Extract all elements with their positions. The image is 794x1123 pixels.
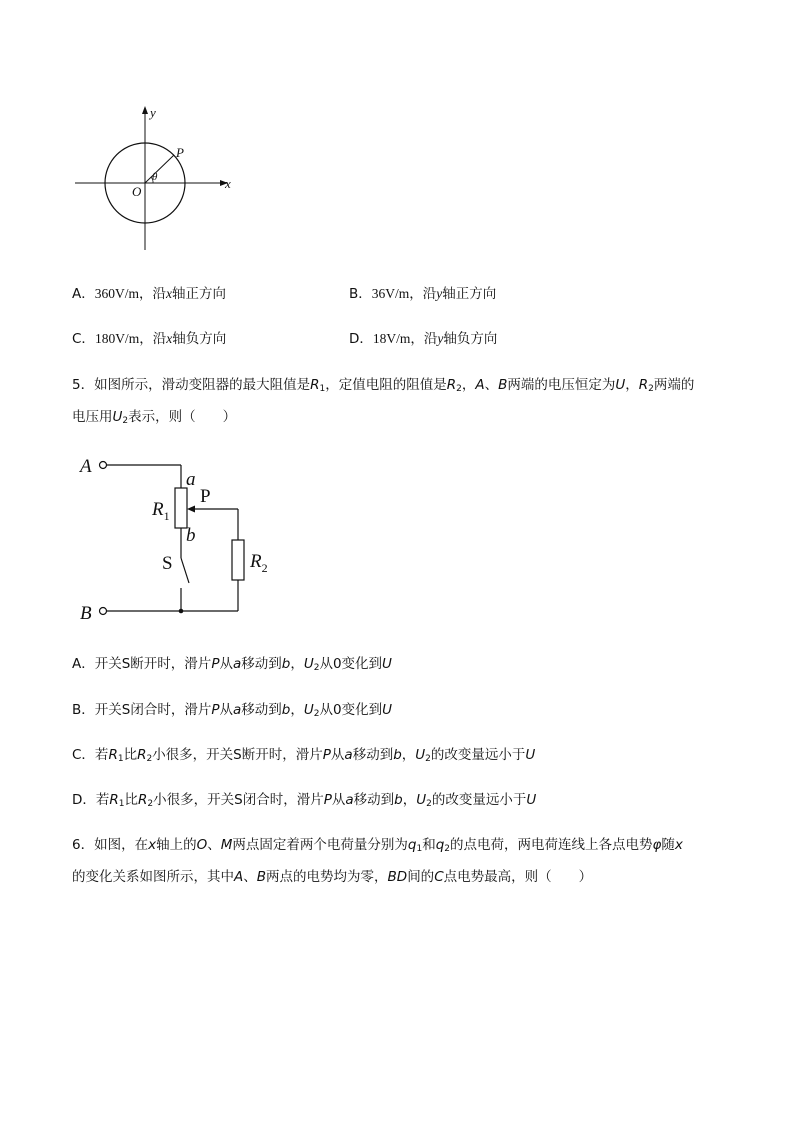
q5-option-d: D．若$R_1$比$R_2$小很多，开关S闭合时，滑片P从a移动到b，$U_2$的改变量远小于U [72, 792, 537, 809]
label-r2: $R_2$ [250, 551, 268, 575]
label-theta: θ [152, 171, 158, 183]
radius-op [145, 155, 174, 183]
label-b: b [186, 525, 196, 546]
label-O: O [132, 184, 142, 199]
q5-stem-line1: 5．如图所示，滑动变阻器的最大阻值是$R_1$，定值电阻的阻值是$R_2$，A、B两端的电压恒定为U，$R_2$两端的 [72, 377, 695, 394]
q5-option-a: A．开关S断开时，滑片P从a移动到b，$U_2$从0变化到U [72, 656, 392, 673]
resistor-r2 [232, 540, 244, 580]
label-terminal-b: B [80, 603, 92, 624]
y-axis-arrow [142, 106, 148, 114]
q6-stem-line1: 6．如图，在x轴上的O、M两点固定着两个电荷量分别为$q_1$和$q_2$的点电荷，两电荷连线上各点电势φ随x [72, 837, 683, 854]
label-x: x [225, 176, 231, 191]
q4-option-a: A．360V/m，沿x轴正方向 [72, 286, 227, 302]
label-p: P [200, 486, 211, 507]
label-r1: $R_1$ [152, 499, 170, 523]
terminal-a [100, 462, 107, 469]
q5-option-b: B．开关S闭合时，滑片P从a移动到b，$U_2$从0变化到U [72, 702, 392, 719]
q6-stem-line2: 的变化关系如图所示，其中A、B两点的电势均为零，BD间的C点电势最高，则（ ） [72, 869, 593, 885]
q5-stem-line2: 电压用$U_2$表示，则（ ） [72, 409, 237, 426]
label-P: P [176, 145, 184, 160]
q4-option-d: D．18V/m，沿y轴负方向 [349, 331, 498, 347]
circuit-diagram [72, 448, 282, 628]
q4-option-b: B．36V/m，沿y轴正方向 [349, 286, 497, 302]
resistor-r1 [175, 488, 187, 528]
terminal-b [100, 608, 107, 615]
switch-s [181, 558, 189, 583]
label-a: a [186, 469, 196, 490]
label-y: y [150, 105, 156, 120]
slider-p-arrow [187, 506, 195, 513]
q4-option-c: C．180V/m，沿x轴负方向 [72, 331, 227, 347]
circle-axes-figure [70, 100, 240, 255]
label-s: S [162, 553, 173, 574]
q5-option-c: C．若$R_1$比$R_2$小很多，开关S断开时，滑片P从a移动到b，$U_2$的改变量远小于U [72, 747, 536, 764]
label-terminal-a: A [80, 456, 92, 477]
